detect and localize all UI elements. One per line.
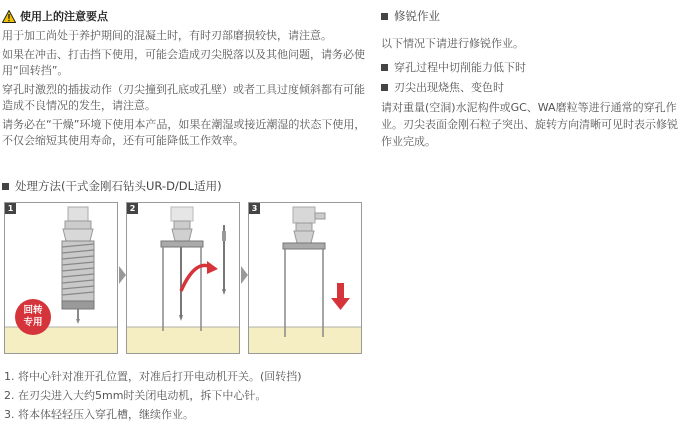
step-item: 2. 在刃尖进入大约5mm时关闭电动机，拆下中心针。 (4, 389, 267, 402)
square-bullet-icon (381, 13, 388, 20)
step-panel-3 (248, 202, 362, 354)
rotation-only-badge (15, 299, 51, 335)
sharpen-item-text: 穿孔过程中切削能力低下时 (394, 61, 526, 74)
remove-center-pin-illustration (127, 203, 240, 354)
method-title-text: 处理方法(干式金刚石钻头UR-D/DL适用) (15, 179, 222, 193)
continue-drilling-illustration (249, 203, 362, 354)
sharpen-description: 请对重量(空洞)水泥构件或GC、WA磨粒等进行通常的穿孔作业。刃尖表面金刚石粒子突出、旋转方向清晰可见时表示修锐作业完成。 (381, 101, 678, 148)
step-number: 3 (249, 203, 260, 214)
badge-line: 专用 (23, 317, 43, 328)
note-paragraph-1: 用于加工尚处于养护期间的混凝土时，有时刃部磨损较快，请注意。 (2, 29, 332, 42)
step-item: 3. 将本体轻轻压入穿孔槽，继续作业。 (4, 408, 194, 421)
note-paragraph-3: 穿孔时激烈的插拔动作（刃尖撞到孔底或孔壁）或者工具过度倾斜都有可能造成不良情况的发生，请注意。 (2, 82, 365, 112)
step-panel-1 (4, 202, 118, 354)
note-paragraph-2: 如果在冲击、打击挡下使用，可能会造成刃尖脱落以及其他问题，请务必使用“回转挡”。 (2, 47, 365, 77)
notes-title-text: 使用上的注意要点 (20, 10, 108, 23)
badge-line: 回转 (23, 305, 43, 316)
sharpen-intro: 以下情况下请进行修锐作业。 (381, 37, 524, 50)
step-number: 2 (127, 203, 138, 214)
next-arrow-icon (241, 266, 248, 284)
square-bullet-icon (381, 84, 388, 91)
step-panel-2 (126, 202, 240, 354)
sharpen-item (381, 59, 681, 75)
step-item: 1. 将中心针对准开孔位置，对准后打开电动机开关。(回转挡) (4, 370, 302, 383)
sharpen-section (381, 8, 681, 150)
step-number: 1 (5, 203, 16, 214)
sharpen-title-text: 修锐作业 (394, 9, 440, 23)
method-title (2, 178, 222, 194)
square-bullet-icon (2, 183, 9, 190)
sharpen-item (381, 79, 681, 95)
note-paragraph-4: 请务必在“干燥”环境下使用本产品，如果在潮湿或接近潮湿的状态下使用，不仅会缩短其使用寿命，还有可能降低工作效率。 (2, 117, 366, 147)
sharpen-item-text: 刃尖出现烧焦、变色时 (394, 81, 504, 94)
square-bullet-icon (381, 64, 388, 71)
next-arrow-icon (119, 266, 126, 284)
warning-icon (2, 10, 16, 23)
notes-title (2, 8, 108, 24)
sharpen-title (381, 8, 681, 24)
method-steps (4, 367, 302, 424)
notes-body (2, 28, 372, 152)
